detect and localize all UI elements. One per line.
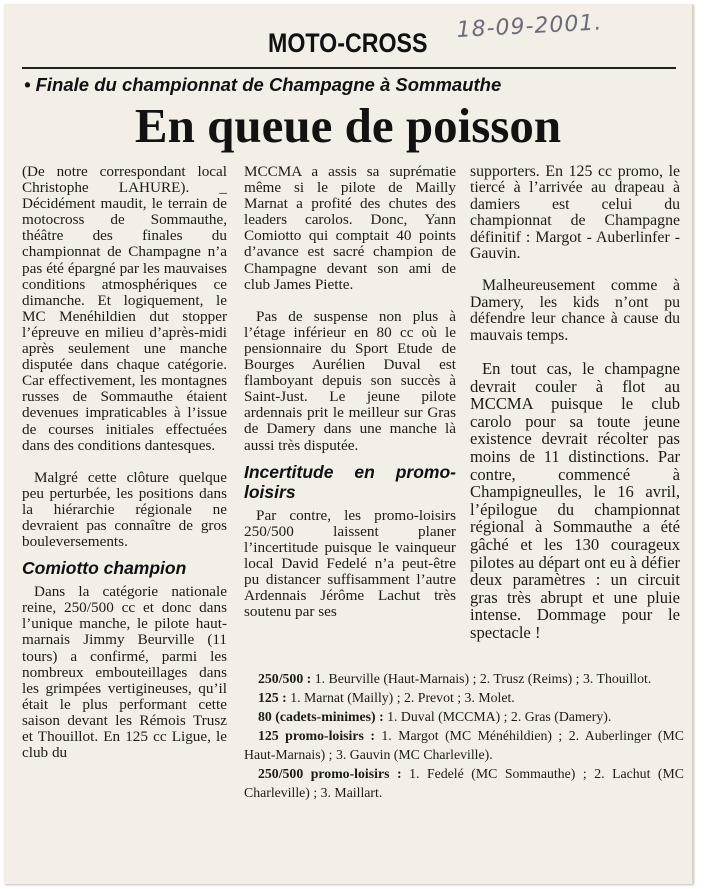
paragraph: Dans la catégorie nationale reine, 250/500 cc et donc dans l’unique manche, le pilote haut-marnais Jimmy Beurville (11 tours) a confirmé, parmi les nombreux embouteillages dans les grimpées vertigineuses, qu’il était le plus performant cette saison devant les Rémois Trusz et Thouillot. En 125 cc Ligue, le club du xyxy=(22,583,227,762)
paragraph: En tout cas, le champagne devrait couler à flot au MCCMA puisque le club carolo pour sa toute jeune existence devrait récolter pas moins de 11 distinctions. Par contre, commencé à Champigneulles, le 16 avril, l’épilogue du championnat régional à Sommauthe a été gâché et les 130 courageux pilotes au départ ont eu à défier deux paramètres : un circuit gras très abrupt et une pluie intense. Dommage pour le spectacle ! xyxy=(470,359,680,642)
article-kicker: • Finale du championnat de Champagne à Sommauthe xyxy=(24,74,502,95)
result-line xyxy=(244,764,684,802)
result-text: 1. Fedelé (MC Sommauthe) ; 2. Lachut (MC Charleville) ; 3. Maillart. xyxy=(244,766,684,800)
article-column-2 xyxy=(244,164,456,620)
result-text: 1. Beurville (Haut-Marnais) ; 2. Trusz (Reims) ; 3. Thouillot. xyxy=(311,671,652,686)
result-line xyxy=(244,726,684,764)
result-category: 125 : xyxy=(258,690,287,705)
result-category: 125 promo-loisirs : xyxy=(258,728,375,743)
section-rubric: MOTO-CROSS xyxy=(268,28,428,58)
paragraph: Par contre, les promo-loisirs 250/500 laissent planer l’incertitude puisque le vainqueur local David Fedelé n’a peut-être pu distancer suffisamment l’autre Ardennais Jérôme Lachut très soutenu par ses xyxy=(244,506,456,621)
newspaper-clipping xyxy=(4,4,693,884)
paragraph: MCCMA a assis sa suprématie même si le pilote de Mailly Marnat a profité des chutes des leaders carolos. Donc, Yann Comiotto qui comptait 40 points d’avance est sacré champion de Champagne devant son ami de club James Piette. xyxy=(244,163,456,293)
article-column-3 xyxy=(470,164,680,642)
result-line xyxy=(244,688,684,707)
handwritten-date: 18-09-2001. xyxy=(456,10,603,43)
paragraph: (De notre correspondant local Christophe LAHURE). _ Décidément maudit, le terrain de motocross de Sommauthe, théâtre des finales du championnat de Champagne n’a pas été épargné par les mauvaises conditions atmosphériques ce dimanche. Et logiquement, le MC Menéhildien dut stopper l’épreuve en milieu d’après-midi après seulement une manche disputée dans chaque catégorie. Car effectivement, les montagnes russes de Sommauthe étaient devenues impraticables à l’issue de courses initiales effectuées dans des conditions dantesques. xyxy=(22,163,227,454)
paragraph: Malheureusement comme à Damery, les kids n’ont pu défendre leur chance à cause du mauvais temps. xyxy=(470,277,680,344)
rubric-rule xyxy=(22,67,676,69)
subheading: Comiotto champion xyxy=(22,558,187,579)
paragraph: supporters. En 125 cc promo, le tiercé à l’arrivée au drapeau à damiers est celui du championnat de Champagne définitif : Margot - Auberlinfer - Gauvin. xyxy=(470,163,680,263)
result-category: 250/500 promo-loisirs : xyxy=(258,766,402,781)
paragraph: Pas de suspense non plus à l’étage inférieur en 80 cc où le pensionnaire du Sport Etude de Bourges Aurélien Duval est flamboyant depuis son succès à Saint-Just. Le jeune pilote ardennais prit le meilleur sur Gras de Damery dans une manche là aussi très disputée. xyxy=(244,307,456,454)
result-text: 1. Marnat (Mailly) ; 2. Prevot ; 3. Molet. xyxy=(286,690,515,705)
article-headline: En queue de poisson xyxy=(134,98,562,153)
result-category: 250/500 : xyxy=(258,671,312,686)
subheading: Incertitude en promo-loisirs xyxy=(244,461,456,502)
article-column-1 xyxy=(22,164,227,761)
result-line xyxy=(244,707,684,726)
results-list xyxy=(244,669,684,802)
result-category: 80 (cadets-minimes) : xyxy=(258,709,384,724)
paragraph: Malgré cette clôture quelque peu perturbée, les positions dans la hiérarchie régionale ne devraient pas connaître de gros bouleversements. xyxy=(22,468,227,551)
result-text: 1. Margot (MC Ménéhildien) ; 2. Auberlinger (MC Haut-Marnais) ; 3. Gauvin (MC Charleville). xyxy=(244,728,684,762)
result-line xyxy=(244,669,684,688)
result-text: 1. Duval (MCCMA) ; 2. Gras (Damery). xyxy=(383,709,612,724)
